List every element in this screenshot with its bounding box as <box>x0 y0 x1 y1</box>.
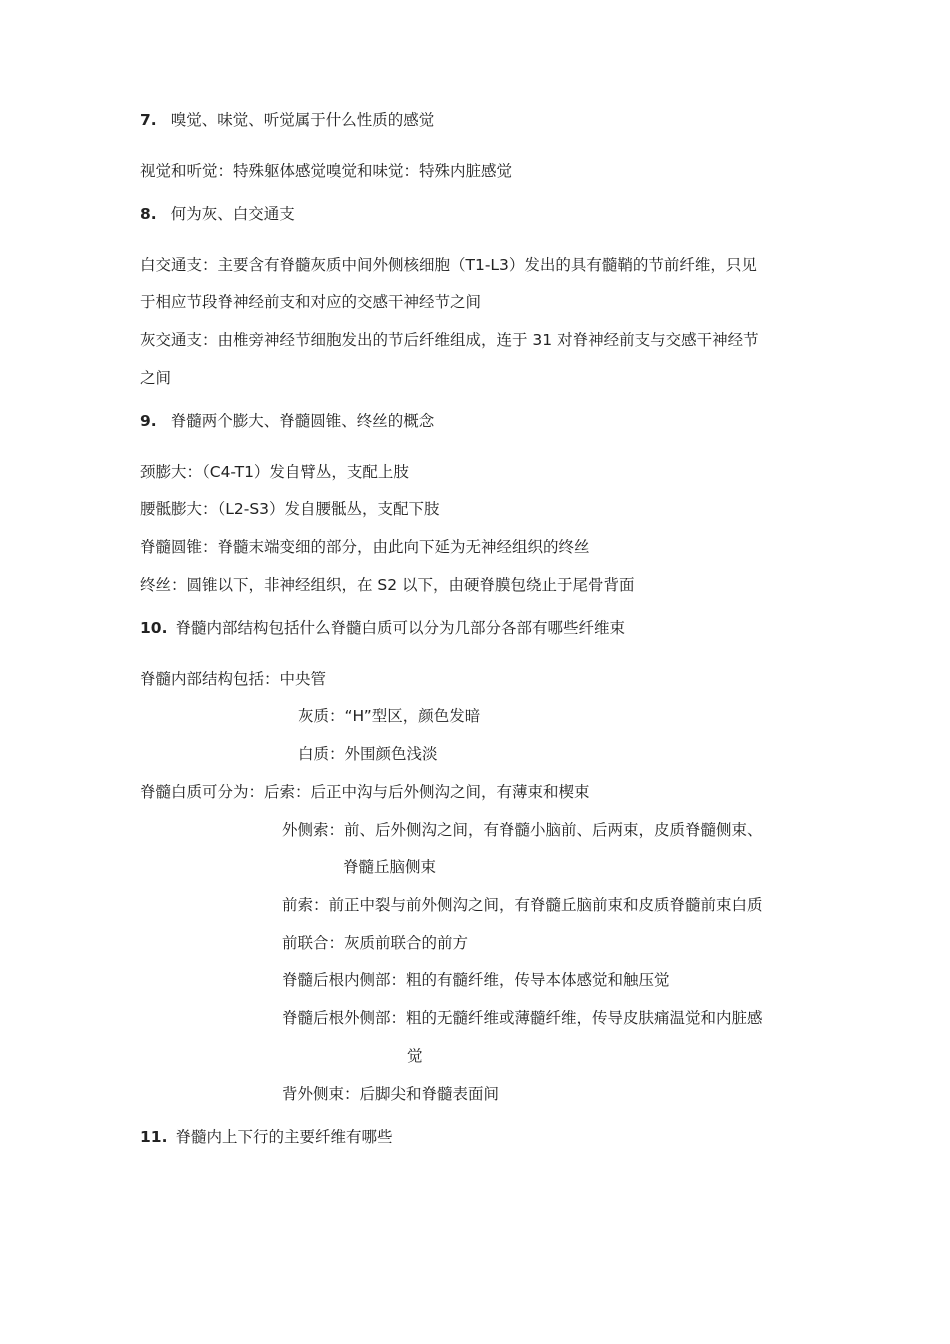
question-number: 9. <box>140 412 157 430</box>
answer-10-lateral-2: 脊髓丘脑侧束 <box>343 858 437 876</box>
question-text: 嗅觉、味觉、听觉属于什么性质的感觉 <box>170 111 435 129</box>
question-text: 脊髓内上下行的主要纤维有哪些 <box>175 1128 393 1146</box>
answer-10-lateral-root-2: 觉 <box>407 1047 423 1065</box>
question-7 <box>140 110 434 130</box>
question-9 <box>140 411 434 431</box>
answer-10-internal: 脊髓内部结构包括：中央管 <box>140 670 327 688</box>
question-text: 脊髓内部结构包括什么脊髓白质可以分为几部分各部有哪些纤维束 <box>175 619 625 637</box>
answer-10-lateral-1: 外侧索：前、后外侧沟之间，有脊髓小脑前、后两束，皮质脊髓侧束、 <box>282 821 763 839</box>
question-8 <box>140 204 295 224</box>
answer-10-gray: 灰质：“H”型区，颜色发暗 <box>298 707 481 725</box>
answer-10-dorsolateral: 背外侧束：后脚尖和脊髓表面间 <box>282 1085 500 1103</box>
answer-8-gray-ramus-2: 之间 <box>140 369 172 387</box>
answer-9-cervical: 颈膨大：（C4-T1）发自臂丛，支配上肢 <box>140 463 409 481</box>
question-11 <box>140 1127 392 1147</box>
answer-10-white: 白质：外围颜色浅淡 <box>298 745 438 763</box>
answer-9-filum: 终丝：圆锥以下，非神经组织，在 S2 以下，由硬脊膜包绕止于尾骨背面 <box>140 576 635 594</box>
question-text: 何为灰、白交通支 <box>170 205 295 223</box>
answer-10-lateral-root-1: 脊髓后根外侧部：粗的无髓纤维或薄髓纤维，传导皮肤痛温觉和内脏感 <box>282 1009 763 1027</box>
question-number: 10. <box>140 619 168 637</box>
question-10 <box>140 618 625 638</box>
question-text: 脊髓两个膨大、脊髓圆锥、终丝的概念 <box>170 412 435 430</box>
question-number: 8. <box>140 205 157 223</box>
answer-8-white-ramus-1: 白交通支：主要含有脊髓灰质中间外侧核细胞（T1-L3）发出的具有髓鞘的节前纤维，只见 <box>140 256 757 274</box>
answer-7-line-1: 视觉和听觉：特殊躯体感觉嗅觉和味觉：特殊内脏感觉 <box>140 162 513 180</box>
answer-10-posterior: 脊髓白质可分为：后索：后正中沟与后外侧沟之间，有薄束和楔束 <box>140 783 590 801</box>
answer-9-lumbar: 腰骶膨大：（L2-S3）发自腰骶丛，支配下肢 <box>140 500 440 518</box>
question-number: 11. <box>140 1128 168 1146</box>
answer-10-medial: 脊髓后根内侧部：粗的有髓纤维，传导本体感觉和触压觉 <box>282 971 670 989</box>
answer-9-conus: 脊髓圆锥：脊髓末端变细的部分，由此向下延为无神经组织的终丝 <box>140 538 590 556</box>
question-number: 7. <box>140 111 157 129</box>
answer-8-gray-ramus-1: 灰交通支：由椎旁神经节细胞发出的节后纤维组成，连于 31 对脊神经前支与交感干神经节 <box>140 331 759 349</box>
answer-10-anterior: 前索：前正中裂与前外侧沟之间，有脊髓丘脑前束和皮质脊髓前束白质 <box>282 896 763 914</box>
answer-10-commissure: 前联合：灰质前联合的前方 <box>282 934 469 952</box>
answer-8-white-ramus-2: 于相应节段脊神经前支和对应的交感干神经节之间 <box>140 293 482 311</box>
